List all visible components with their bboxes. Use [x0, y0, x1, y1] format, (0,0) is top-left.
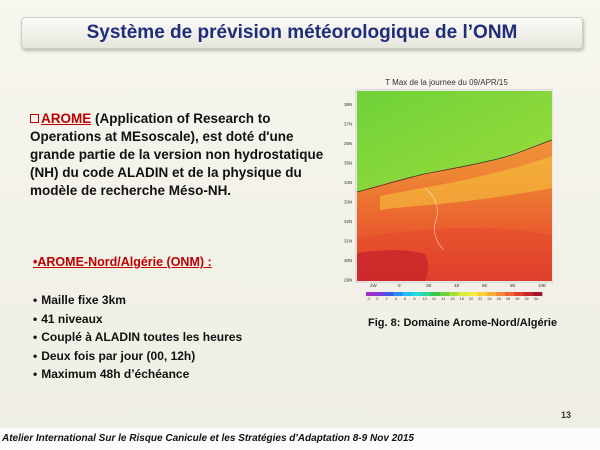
specs-list: [33, 291, 242, 384]
color-scale-swatch: [366, 292, 376, 296]
color-scale-label: 0: [376, 297, 379, 300]
title-bar: [21, 17, 583, 49]
color-scale-label: 10: [422, 297, 427, 300]
color-scale-swatch: [514, 292, 524, 296]
lat-label: 34N: [344, 180, 353, 185]
color-scale-label: 34: [533, 297, 538, 300]
lat-label: 29N: [344, 277, 353, 283]
lat-label: 30N: [344, 258, 353, 263]
hottest-zone: [357, 250, 428, 281]
color-scale-swatch: [412, 292, 422, 296]
color-scale-swatch: [533, 292, 543, 296]
map-figure: [340, 78, 553, 300]
color-scale-swatch: [385, 292, 395, 296]
color-scale-label: 24: [487, 297, 492, 300]
color-scale-swatch: [440, 292, 450, 296]
lon-label: 2E: [426, 283, 432, 288]
slide-title: Système de prévision météorologique de l’ONM: [86, 22, 518, 43]
lon-label: 10E: [538, 283, 547, 288]
color-scale-swatch: [496, 292, 506, 296]
map-title: T Max de la journee du 09/APR/15: [385, 78, 508, 87]
color-scale-swatch: [431, 292, 441, 296]
color-scale-label: 16: [450, 297, 455, 300]
color-scale-label: -2: [367, 297, 371, 300]
color-scale-swatch: [468, 292, 478, 296]
lon-label: 6E: [482, 283, 488, 288]
lat-label: 38N: [344, 102, 353, 107]
lat-label: 36N: [344, 141, 353, 146]
color-scale-label: 28: [505, 297, 511, 300]
color-scale-label: 2: [385, 297, 388, 300]
list-item: • Couplé à ALADIN toutes les heures: [33, 328, 242, 347]
arome-description: [30, 110, 340, 200]
color-scale-label: 8: [413, 297, 416, 300]
lon-label: 0: [398, 283, 401, 288]
color-scale-label: 32: [524, 297, 529, 300]
color-scale-swatch: [477, 292, 487, 296]
color-scale-label: 12: [431, 297, 437, 300]
color-scale-swatch: [422, 292, 432, 296]
temperature-map: [340, 78, 553, 300]
lon-label: 2W: [370, 283, 377, 288]
color-scale-label: 20: [468, 297, 474, 300]
figure-caption: Fig. 8: Domaine Arome-Nord/Algérie: [368, 317, 558, 329]
list-item: • Maximum 48h d’échéance: [33, 365, 242, 384]
color-scale-label: 14: [441, 297, 446, 300]
lat-label: 35N: [344, 160, 353, 166]
list-item: • Maille fixe 3km: [33, 291, 242, 310]
color-scale-label: 30: [515, 297, 520, 300]
color-scale-swatch: [486, 292, 496, 296]
arome-keyword: AROME: [41, 111, 92, 126]
lat-label: 32N: [344, 219, 353, 224]
color-scale-swatch: [505, 292, 515, 296]
page-number: 13: [561, 410, 572, 420]
color-scale-label: 22: [478, 297, 483, 300]
color-scale-swatch: [394, 292, 404, 296]
checkbox-bullet-icon: [30, 114, 39, 123]
color-scale-label: 4: [394, 297, 397, 300]
color-scale-swatch: [375, 292, 385, 296]
lat-label: 37N: [344, 121, 353, 127]
lat-label: 33N: [344, 199, 353, 205]
color-scale-swatch: [523, 292, 533, 296]
lon-label: 8E: [510, 283, 516, 288]
footer-text: Atelier International Sur le Risque Canicule et les Stratégies d'Adaptation 8-9 Nov 2015: [2, 433, 414, 444]
color-scale-label: 26: [496, 297, 501, 300]
color-scale-swatch: [459, 292, 469, 296]
arome-nord-subtitle: •AROME-Nord/Algérie (ONM) :: [33, 255, 212, 269]
color-scale-swatch: [449, 292, 459, 296]
arome-description-text: (Application of Research to Operations at MEsoscale), est doté d'une grande partie de la version non hydrostatique (NH) du code ALADIN et de la physique du modèle de recherche Méso-NH.: [30, 111, 324, 198]
color-scale-label: 6: [404, 297, 407, 300]
lat-label: 31N: [344, 238, 353, 244]
color-scale-label: 18: [459, 297, 464, 300]
color-scale-swatch: [403, 292, 413, 296]
list-item: • 41 niveaux: [33, 310, 242, 329]
lon-label: 4E: [454, 283, 460, 288]
list-item: • Deux fois par jour (00, 12h): [33, 347, 242, 366]
